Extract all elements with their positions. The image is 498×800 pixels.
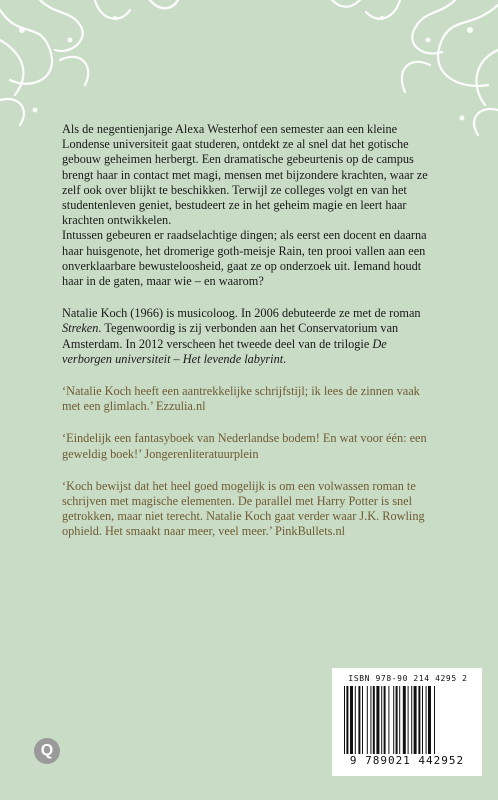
quote-text: ‘Koch bewijst dat het heel goed mogelijk is om een volwassen roman te schrijven met magische elementen. De parallel met Harry Potter is snel getrokken, maar niet terecht. Natalie Koch gaat verder waar J.K. Rowling ophield. Het smaakt naar meer, veel meer.’ — [62, 478, 425, 539]
blurb-paragraph-2: Intussen gebeuren er raadselachtige dingen; als eerst een docent en daarna haar huisgenote, het dromerige goth-meisje Rain, ten prooi vallen aan een onverklaarbare bewusteloosheid, gaat ze op onderzoek uit. Iemand houdt haar in de gaten, maar wie – en waarom? — [62, 228, 427, 289]
ean-number: 9 789021 442952 — [349, 754, 465, 767]
author-bio-part-3: . — [283, 351, 287, 366]
quote-source: Ezzulia.nl — [156, 399, 206, 414]
author-bio-part-1: Natalie Koch (1966) is musicoloog. In 2006 debuteerde ze met de roman — [62, 306, 421, 321]
barcode-panel — [332, 668, 482, 776]
quote-source: Jongerenliteratuurplein — [144, 446, 259, 461]
review-quote — [62, 431, 436, 461]
debut-title: Streken — [62, 321, 99, 336]
barcode-icon — [344, 686, 472, 754]
back-cover-text — [62, 122, 436, 540]
isbn-label: ISBN 978-90 214 4295 2 — [348, 674, 468, 683]
author-bio — [62, 306, 436, 367]
author-bio-part-2: . Tegenwoordig is zij verbonden aan het Conservatorium van Amsterdam. In 2012 verscheen het tweede deel van de trilogie — [62, 321, 399, 351]
review-quote — [62, 384, 436, 414]
quote-text: ‘Eindelijk een fantasyboek van Nederlandse bodem! En wat voor één: een geweldig boek!’ — [62, 431, 427, 461]
quote-source: PinkBullets.nl — [275, 524, 346, 539]
blurb-paragraph-1: Als de negentienjarige Alexa Westerhof een semester aan een kleine Londense universiteit gaat studeren, ontdekt ze al snel dat het gotische gebouw geheimen herbergt. Een dramatische gebeurtenis op de campus brengt haar in contact met magi, mensen met bijzondere krachten, waar ze zelf ook over blijkt te beschikken. Terwijl ze colleges volgt en van het studentenleven geniet, bestudeert ze in het geheim magie en leert haar krachten ontwikkelen. — [62, 122, 428, 228]
publisher-logo: Q — [34, 738, 60, 764]
quote-text: ‘Natalie Koch heeft een aantrekkelijke schrijfstijl; ik lees de zinnen vaak met een glimlach.’ — [62, 384, 420, 414]
floral-ornament — [0, 0, 498, 140]
review-quote — [62, 479, 436, 540]
trilogy-title: De verborgen universiteit – Het levende labyrint — [62, 336, 387, 366]
